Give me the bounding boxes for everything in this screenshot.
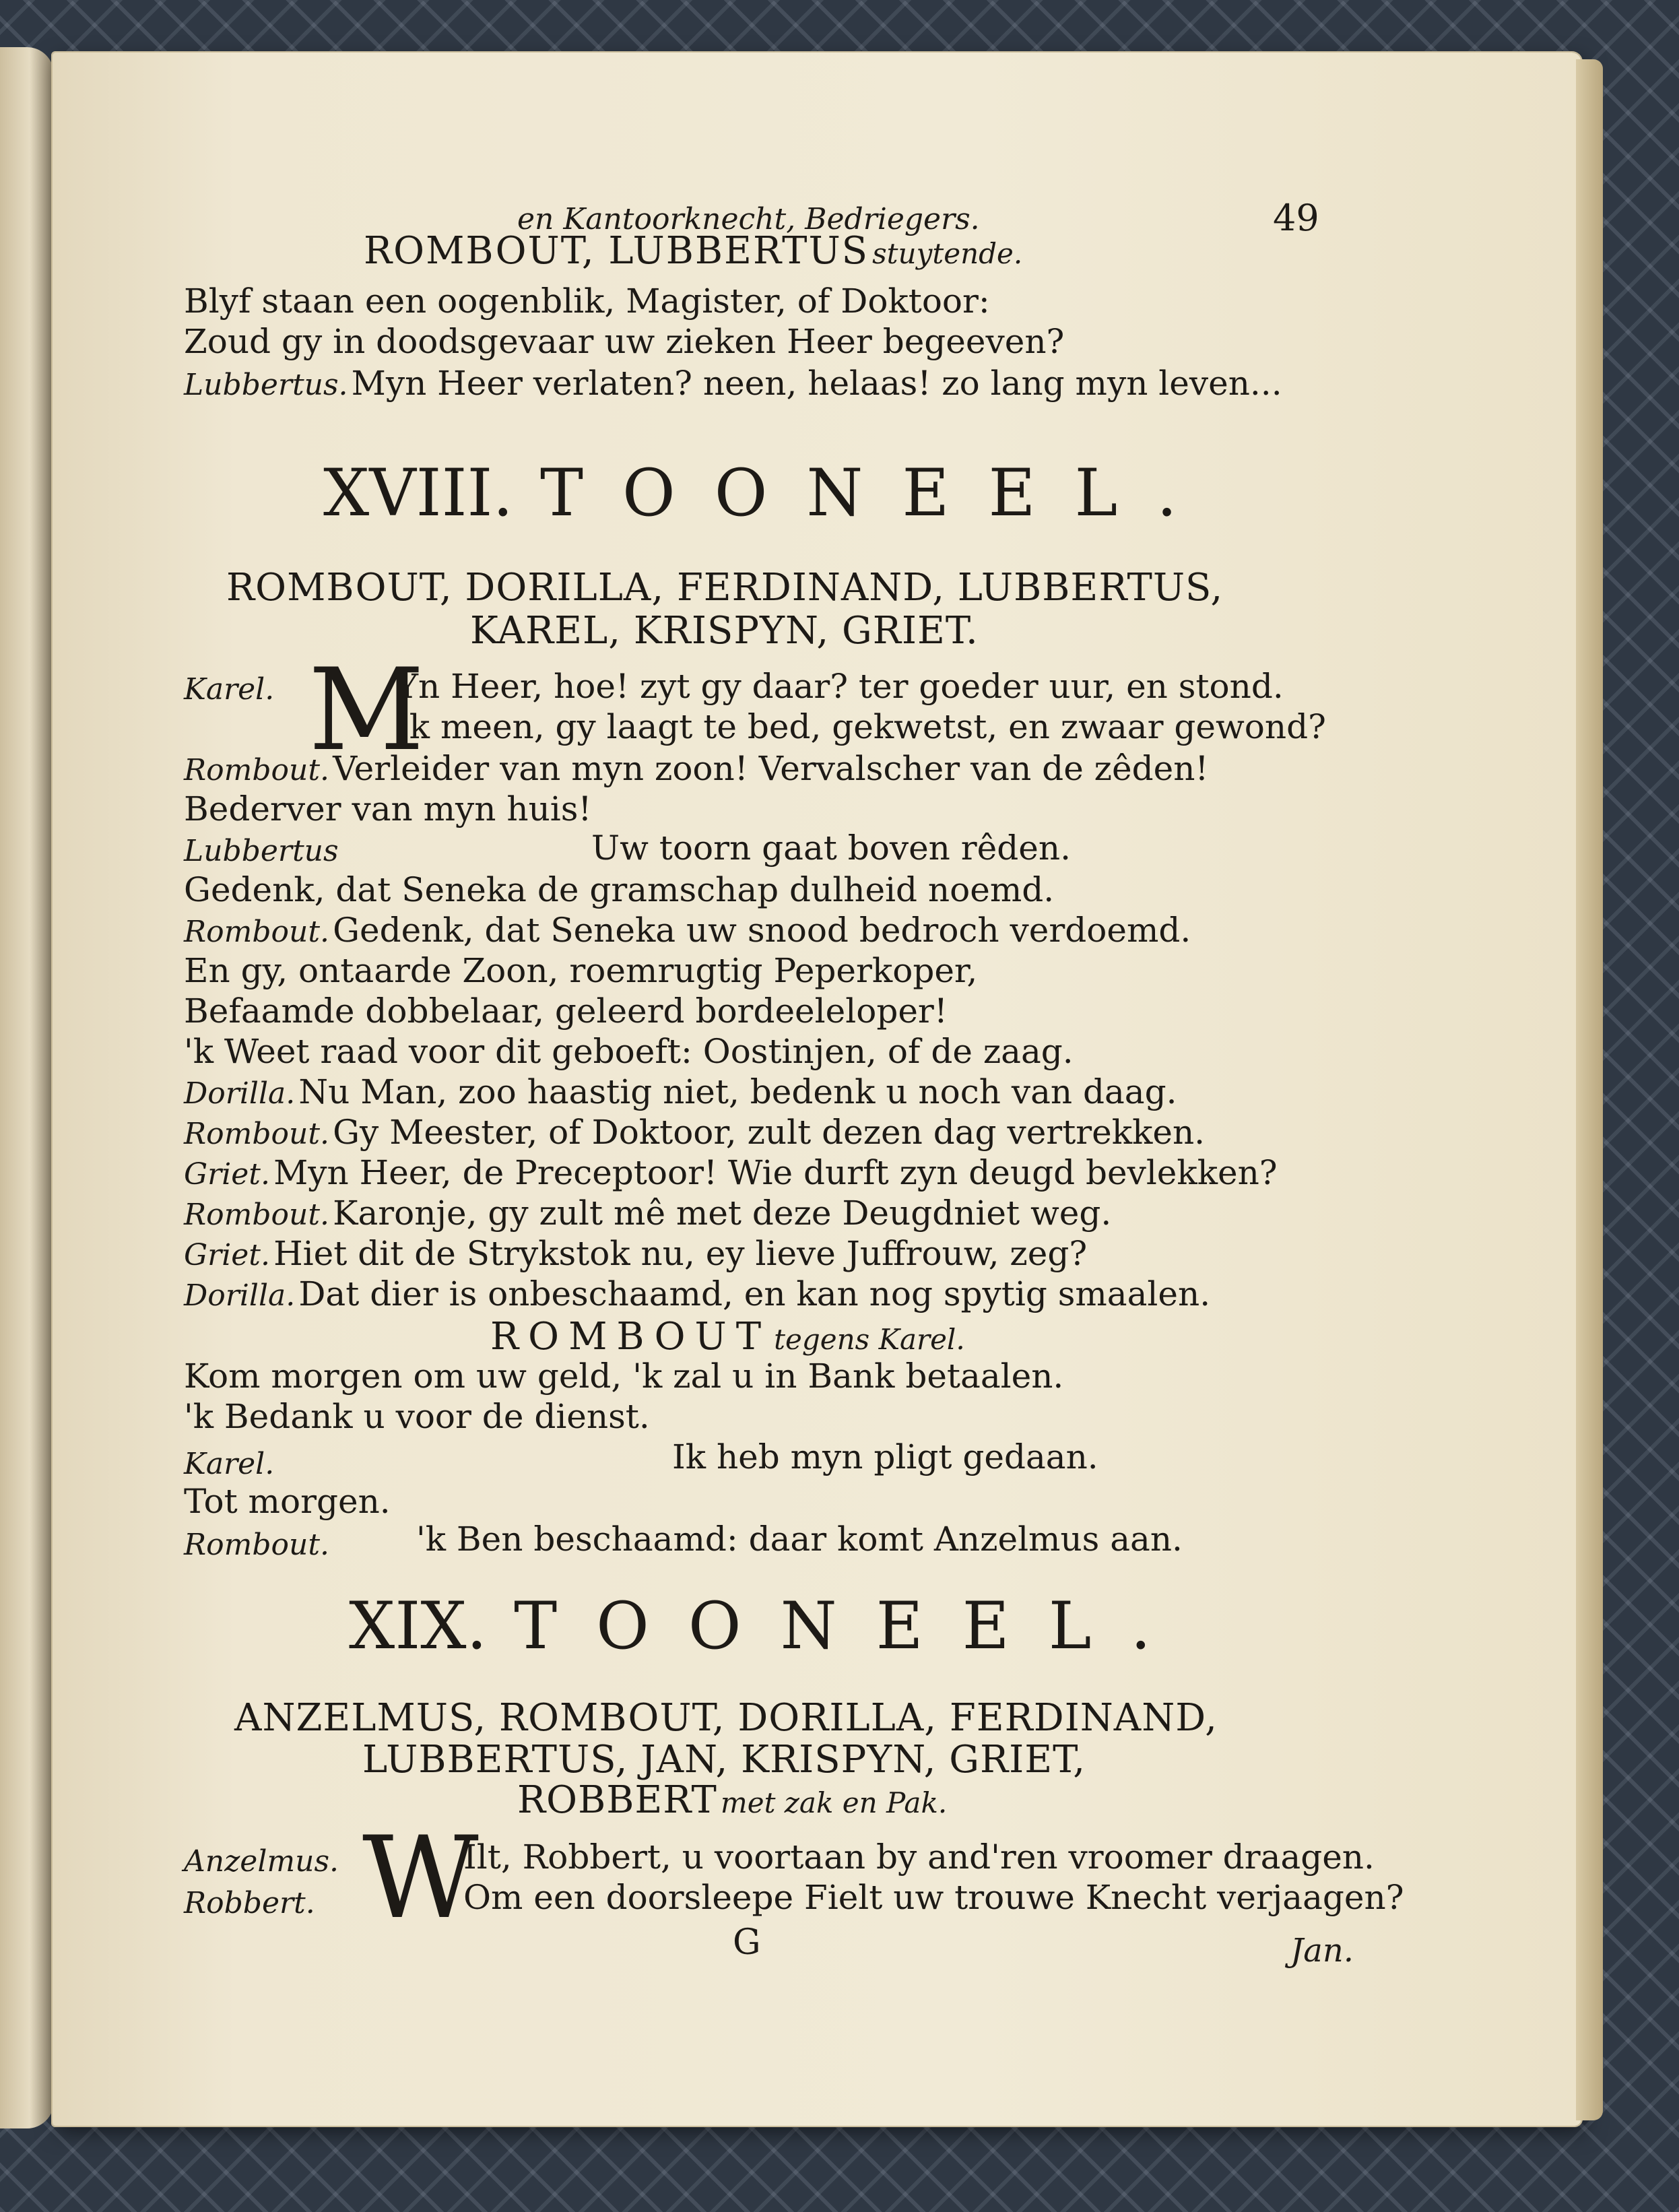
verse-line: Befaamde dobbelaar, geleerd bordeeleloper! xyxy=(184,991,948,1031)
stage-direction: tegens Karel. xyxy=(774,1323,965,1356)
speaker-name: Dorilla. xyxy=(184,1076,296,1111)
verse-text: Gedenk, dat Seneka uw snood bedroch verdoemd. xyxy=(333,911,1191,950)
speaker-name: Rombout. xyxy=(184,1198,330,1232)
verse-line: Ilt, Robbert, u voortaan by and'ren vroomer draagen. xyxy=(463,1837,1375,1877)
speaker-name: Lubbertus xyxy=(184,834,339,868)
verse-line: Ik heb myn pligt gedaan. xyxy=(672,1437,1098,1476)
verse-line xyxy=(184,749,1209,788)
verse-line xyxy=(184,1274,1210,1313)
verse-line: Kom morgen om uw geld, 'k zal u in Bank betaalen. xyxy=(184,1357,1064,1396)
verse-line: En gy, ontaarde Zoon, roemrugtig Peperkoper, xyxy=(184,951,978,990)
speaker-name: Robbert. xyxy=(184,1886,315,1920)
verse-line: 'k Weet raad voor dit geboeft: Oostinjen, of de zaag. xyxy=(184,1032,1074,1071)
scene-number: XIX. xyxy=(349,1588,488,1664)
scene-heading xyxy=(364,229,1022,273)
verse-line xyxy=(184,364,1282,403)
verse-line: 'k Ben beschaamd: daar komt Anzelmus aan. xyxy=(416,1520,1183,1559)
verse-line xyxy=(184,1072,1177,1111)
speaker-name: Griet. xyxy=(184,1157,270,1192)
verse-line xyxy=(184,1194,1111,1233)
scene-word: TOONEEL. xyxy=(514,1588,1190,1664)
verse-line xyxy=(184,911,1191,950)
verse-line: Bederver van myn huis! xyxy=(184,789,592,828)
speaker-name: Anzelmus. xyxy=(184,1844,339,1879)
verse-line: Uw toorn gaat boven rêden. xyxy=(591,828,1071,868)
verse-text: Verleider van myn zoon! Vervalscher van de zêden! xyxy=(333,749,1209,788)
stage-heading-name: ROMBOUT xyxy=(490,1315,771,1359)
cast-list: ANZELMUS, ROMBOUT, DORILLA, FERDINAND, xyxy=(234,1696,1218,1740)
stage-direction: met zak en Pak. xyxy=(720,1786,948,1819)
verse-text: Dat dier is onbeschaamd, en kan nog spytig smaalen. xyxy=(298,1274,1211,1313)
page-number: 49 xyxy=(1273,197,1319,239)
cast-list: LUBBERTUS, JAN, KRISPYN, GRIET, xyxy=(362,1738,1086,1782)
verse-line: 'k Bedank u voor de dienst. xyxy=(184,1397,650,1436)
verse-line: Gedenk, dat Seneka de gramschap dulheid noemd. xyxy=(184,870,1055,909)
verse-line xyxy=(184,1153,1278,1192)
speaker-name: Rombout. xyxy=(184,915,330,949)
verse-text: Gy Meester, of Doktoor, zult dezen dag vertrekken. xyxy=(333,1113,1206,1152)
verse-line: Om een doorsleepe Fielt uw trouwe Knecht verjaagen? xyxy=(463,1878,1404,1917)
scene-number: XVIII. xyxy=(323,455,513,531)
verse-line: Yn Heer, hoe! zyt gy daar? ter goeder uur, en stond. xyxy=(396,667,1284,706)
speaker-name: Rombout. xyxy=(184,753,330,787)
speaker-name: Rombout. xyxy=(184,1117,330,1151)
scene-word: TOONEEL. xyxy=(539,455,1216,531)
speaker-name: Lubbertus. xyxy=(184,368,348,402)
drop-cap: M xyxy=(308,644,425,776)
signature-mark: G xyxy=(733,1922,761,1963)
verse-line: Ik meen, gy laagt te bed, gekwetst, en zwaar gewond? xyxy=(396,707,1326,746)
catchword: Jan. xyxy=(1290,1932,1354,1970)
cast-list xyxy=(517,1778,947,1822)
verse-text: Myn Heer, de Preceptoor! Wie durft zyn deugd bevlekken? xyxy=(273,1153,1278,1192)
verse-text: Karonje, gy zult mê met deze Deugdniet weg. xyxy=(333,1194,1112,1233)
speaker-name: Dorilla. xyxy=(184,1278,296,1313)
stage-heading xyxy=(490,1315,965,1359)
speaker-name: Karel. xyxy=(184,672,275,707)
verse-line: Blyf staan een oogenblik, Magister, of Doktoor: xyxy=(184,282,990,321)
speaker-name: Griet. xyxy=(184,1238,270,1272)
verse-text: Nu Man, zoo haastig niet, bedenk u noch van daag. xyxy=(298,1072,1177,1111)
book-page xyxy=(53,53,1581,2126)
verse-line xyxy=(184,1113,1205,1152)
scene-title xyxy=(323,455,1216,531)
verse-text: Hiet dit de Strykstok nu, ey lieve Juffrouw, zeg? xyxy=(273,1234,1088,1273)
scene-title xyxy=(349,1588,1190,1664)
running-head: en Kantoorknecht, Bedriegers. xyxy=(517,202,980,236)
verse-line: Zoud gy in doodsgevaar uw zieken Heer begeeven? xyxy=(184,322,1065,361)
scene-heading-names: ROMBOUT, LUBBERTUS xyxy=(364,229,869,273)
cast-list: KAREL, KRISPYN, GRIET. xyxy=(470,609,979,653)
cast-list: ROMBOUT, DORILLA, FERDINAND, LUBBERTUS, xyxy=(226,566,1224,610)
speaker-name: Rombout. xyxy=(184,1528,330,1562)
speaker-name: Karel. xyxy=(184,1447,275,1481)
previous-page-edge xyxy=(0,47,54,2128)
verse-text: Myn Heer verlaten? neen, helaas! zo lang myn leven... xyxy=(351,364,1282,403)
page-edge xyxy=(1576,59,1603,2120)
verse-line xyxy=(184,1234,1087,1273)
cast-name: ROBBERT xyxy=(517,1778,717,1822)
verse-line: Tot morgen. xyxy=(184,1482,391,1521)
drop-cap: W xyxy=(362,1812,479,1944)
stage-direction: stuytende. xyxy=(872,237,1023,270)
